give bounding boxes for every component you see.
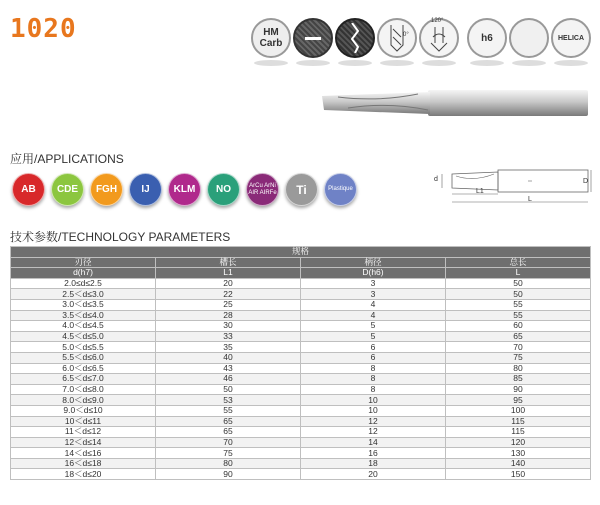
table-cell: 70: [446, 342, 591, 353]
helica-label: HELICA: [557, 34, 585, 42]
table-group-header: 规格: [11, 247, 591, 258]
table-cell: 14＜d≤16: [11, 448, 156, 459]
table-cell: 4: [301, 299, 446, 310]
table-cell: 4: [301, 310, 446, 321]
table-cell: 5.0＜d≤5.5: [11, 342, 156, 353]
drawing-d-label: d: [434, 176, 438, 183]
table-cell: 8: [301, 363, 446, 374]
table-cell: 50: [446, 278, 591, 289]
col-header-diameter: 刃径: [11, 257, 156, 268]
table-cell: 80: [156, 458, 301, 469]
parameters-table: [10, 246, 591, 480]
product-code: 1020: [10, 14, 77, 44]
table-cell: 140: [446, 458, 591, 469]
table-row: [11, 405, 591, 416]
parameters-heading: 技术参数/TECHNOLOGY PARAMETERS: [10, 230, 231, 244]
h6-label: h6: [481, 32, 493, 44]
table-cell: 6.5＜d≤7.0: [11, 374, 156, 385]
feature-coating-icon: [293, 18, 333, 66]
feature-spiral-icon: [335, 18, 375, 66]
feature-helica: [551, 18, 591, 66]
table-cell: 35: [156, 342, 301, 353]
table-row: [11, 437, 591, 448]
technical-drawing: [428, 160, 594, 206]
table-cell: 6.0＜d≤6.5: [11, 363, 156, 374]
table-cell: 4.0＜d≤4.5: [11, 321, 156, 332]
table-cell: 25: [156, 299, 301, 310]
parameters-table-wrap: [10, 246, 591, 480]
col-header-shank: 柄径: [301, 257, 446, 268]
table-cell: 70: [156, 437, 301, 448]
drawing-l1-label: L1: [476, 188, 484, 195]
app-cde: CDE: [51, 173, 84, 206]
table-cell: 55: [446, 299, 591, 310]
table-cell: 50: [156, 384, 301, 395]
feature-120-icon: [419, 18, 459, 66]
table-cell: 33: [156, 331, 301, 342]
table-cell: 12＜d≤14: [11, 437, 156, 448]
table-cell: 150: [446, 469, 591, 480]
table-row: [11, 363, 591, 374]
table-row: [11, 331, 591, 342]
table-cell: 14: [301, 437, 446, 448]
table-cell: 60: [446, 321, 591, 332]
table-cell: 18＜d≤20: [11, 469, 156, 480]
table-cell: 46: [156, 374, 301, 385]
table-cell: 55: [156, 405, 301, 416]
table-cell: 7.0＜d≤8.0: [11, 384, 156, 395]
app-plastique: Plastique: [324, 173, 357, 206]
table-row: [11, 384, 591, 395]
table-cell: 3: [301, 278, 446, 289]
table-row: [11, 427, 591, 438]
app-arcu: ArCu ArNi AIR AIRFe: [246, 173, 279, 206]
table-cell: 3: [301, 289, 446, 300]
applications-row: [12, 173, 357, 206]
table-cell: 65: [156, 427, 301, 438]
table-row: [11, 416, 591, 427]
table-row: [11, 469, 591, 480]
table-row: [11, 448, 591, 459]
point-angle-label: 0°: [403, 32, 409, 38]
table-cell: 16＜d≤18: [11, 458, 156, 469]
table-cell: 10: [301, 395, 446, 406]
table-cell: 11＜d≤12: [11, 427, 156, 438]
table-cell: 75: [156, 448, 301, 459]
table-cell: 130: [446, 448, 591, 459]
table-cell: 12: [301, 427, 446, 438]
app-fgh: FGH: [90, 173, 123, 206]
table-cell: 115: [446, 427, 591, 438]
table-cell: 50: [446, 289, 591, 300]
feature-h6: [467, 18, 507, 66]
applications-heading: 应用/APPLICATIONS: [10, 152, 124, 166]
table-row: [11, 310, 591, 321]
feature-carbide: [251, 18, 291, 66]
drill-illustration: [318, 88, 590, 118]
col-symbol-d: d(h7): [11, 268, 156, 279]
table-cell: 28: [156, 310, 301, 321]
table-cell: 65: [156, 416, 301, 427]
table-cell: 20: [301, 469, 446, 480]
table-cell: 5.5＜d≤6.0: [11, 352, 156, 363]
table-row: [11, 321, 591, 332]
table-cell: 53: [156, 395, 301, 406]
table-cell: 6: [301, 342, 446, 353]
table-cell: 3.0＜d≤3.5: [11, 299, 156, 310]
table-cell: 2.0≤d≤2.5: [11, 278, 156, 289]
table-cell: 30: [156, 321, 301, 332]
table-row: [11, 352, 591, 363]
table-cell: 80: [446, 363, 591, 374]
table-row: [11, 458, 591, 469]
table-row: [11, 374, 591, 385]
app-klm: KLM: [168, 173, 201, 206]
table-cell: 55: [446, 310, 591, 321]
table-row: [11, 299, 591, 310]
table-cell: 20: [156, 278, 301, 289]
table-cell: 120: [446, 437, 591, 448]
table-cell: 10＜d≤11: [11, 416, 156, 427]
table-cell: 16: [301, 448, 446, 459]
angle-120-label: 120°: [431, 18, 444, 24]
table-cell: 6: [301, 352, 446, 363]
table-cell: 85: [446, 374, 591, 385]
table-cell: 40: [156, 352, 301, 363]
table-cell: 4.5＜d≤5.0: [11, 331, 156, 342]
col-header-total-length: 总长: [446, 257, 591, 268]
table-cell: 90: [156, 469, 301, 480]
table-cell: 5: [301, 321, 446, 332]
table-row: [11, 278, 591, 289]
table-cell: 43: [156, 363, 301, 374]
col-symbol-l1: L1: [156, 268, 301, 279]
table-cell: 65: [446, 331, 591, 342]
table-cell: 90: [446, 384, 591, 395]
app-ab: AB: [12, 173, 45, 206]
table-cell: 95: [446, 395, 591, 406]
drawing-D-label: D: [583, 178, 589, 185]
table-cell: 10: [301, 405, 446, 416]
app-no: NO: [207, 173, 240, 206]
table-cell: 8: [301, 384, 446, 395]
table-row: [11, 342, 591, 353]
table-cell: 3.5＜d≤4.0: [11, 310, 156, 321]
table-row: [11, 289, 591, 300]
col-symbol-l: L: [446, 268, 591, 279]
table-cell: 8: [301, 374, 446, 385]
drawing-l-label: L: [528, 196, 532, 203]
table-cell: 100: [446, 405, 591, 416]
table-row: [11, 395, 591, 406]
app-ij: IJ: [129, 173, 162, 206]
table-cell: 22: [156, 289, 301, 300]
table-cell: 18: [301, 458, 446, 469]
feature-point-angle-icon: [377, 18, 417, 66]
table-cell: 5: [301, 331, 446, 342]
table-cell: 8.0＜d≤9.0: [11, 395, 156, 406]
col-symbol-D: D(h6): [301, 268, 446, 279]
table-cell: 2.5＜d≤3.0: [11, 289, 156, 300]
table-cell: 75: [446, 352, 591, 363]
table-cell: 12: [301, 416, 446, 427]
carbide-label: HM Carb: [259, 27, 283, 49]
feature-blank: [509, 18, 549, 66]
table-cell: 115: [446, 416, 591, 427]
col-header-flute-length: 槽长: [156, 257, 301, 268]
table-cell: 9.0＜d≤10: [11, 405, 156, 416]
app-ti: Ti: [285, 173, 318, 206]
